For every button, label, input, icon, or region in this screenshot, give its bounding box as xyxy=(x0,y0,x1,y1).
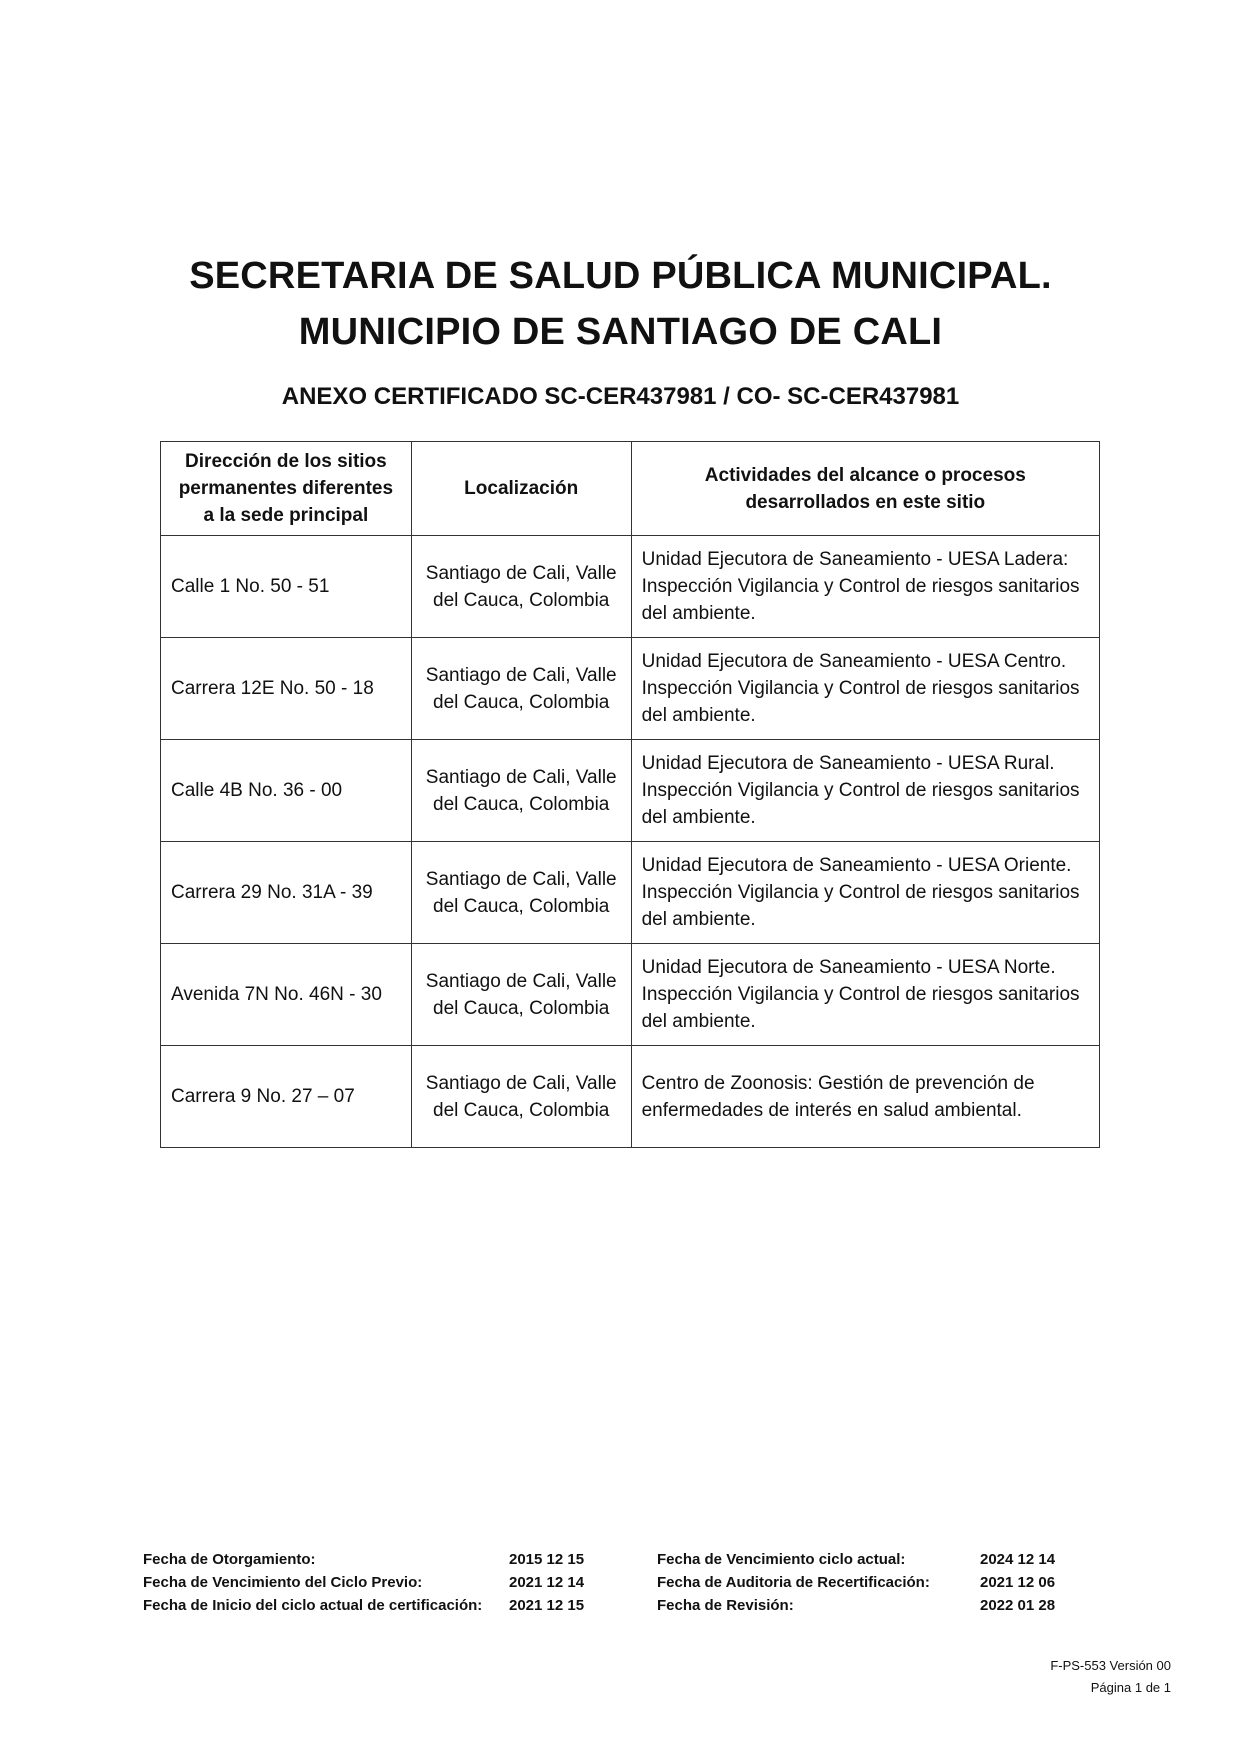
date-label: Fecha de Revisión: xyxy=(657,1597,794,1614)
cell-location: Santiago de Cali, Valle del Cauca, Colombia xyxy=(411,638,631,740)
date-label: Fecha de Inicio del ciclo actual de certificación: xyxy=(143,1597,483,1614)
footer-row xyxy=(143,1571,584,1594)
cell-activities: Unidad Ejecutora de Saneamiento - UESA Ladera: Inspección Vigilancia y Control de riesgos sanitarios del ambiente. xyxy=(631,536,1099,638)
date-label: Fecha de Otorgamiento: xyxy=(143,1551,316,1568)
cell-activities: Centro de Zoonosis: Gestión de prevención de enfermedades de interés en salud ambiental. xyxy=(631,1046,1099,1148)
header-location: Localización xyxy=(411,442,631,536)
cell-address: Carrera 9 No. 27 – 07 xyxy=(161,1046,412,1148)
page-number: Página 1 de 1 xyxy=(1090,1680,1171,1695)
table-row xyxy=(161,842,1100,944)
sites-table xyxy=(160,441,1100,1148)
date-label: Fecha de Vencimiento ciclo actual: xyxy=(657,1551,906,1568)
footer-dates-left xyxy=(143,1548,584,1617)
certificate-annex-subtitle: ANEXO CERTIFICADO SC-CER437981 / CO- SC-CER437981 xyxy=(281,383,960,410)
date-value: 2022 01 28 xyxy=(980,1597,1056,1614)
document-title-line1: SECRETARIA DE SALUD PÚBLICA MUNICIPAL. xyxy=(189,255,1052,297)
footer-row xyxy=(143,1594,584,1617)
date-label: Fecha de Vencimiento del Ciclo Previo: xyxy=(143,1574,423,1591)
table-row xyxy=(161,536,1100,638)
date-value: 2015 12 15 xyxy=(509,1551,585,1568)
cell-activities: Unidad Ejecutora de Saneamiento - UESA Oriente. Inspección Vigilancia y Control de riesgos sanitarios del ambiente. xyxy=(631,842,1099,944)
cell-location: Santiago de Cali, Valle del Cauca, Colombia xyxy=(411,842,631,944)
footer-row xyxy=(657,1548,1055,1571)
cell-activities: Unidad Ejecutora de Saneamiento - UESA Rural. Inspección Vigilancia y Control de riesgos sanitarios del ambiente. xyxy=(631,740,1099,842)
date-value: 2021 12 15 xyxy=(509,1597,585,1614)
header-address: Dirección de los sitios permanentes diferentes a la sede principal xyxy=(161,442,412,536)
table-row xyxy=(161,740,1100,842)
cell-location: Santiago de Cali, Valle del Cauca, Colombia xyxy=(411,536,631,638)
footer-row xyxy=(657,1571,1055,1594)
cell-activities: Unidad Ejecutora de Saneamiento - UESA Centro. Inspección Vigilancia y Control de riesgos sanitarios del ambiente. xyxy=(631,638,1099,740)
date-value: 2021 12 06 xyxy=(980,1574,1056,1591)
cell-location: Santiago de Cali, Valle del Cauca, Colombia xyxy=(411,1046,631,1148)
cell-location: Santiago de Cali, Valle del Cauca, Colombia xyxy=(411,944,631,1046)
date-label: Fecha de Auditoria de Recertificación: xyxy=(657,1574,930,1591)
header-activities: Actividades del alcance o procesos desarrollados en este sitio xyxy=(631,442,1099,536)
cell-address: Calle 1 No. 50 - 51 xyxy=(161,536,412,638)
form-identifier xyxy=(1050,1655,1171,1699)
footer-row xyxy=(143,1548,584,1571)
cell-address: Carrera 12E No. 50 - 18 xyxy=(161,638,412,740)
date-value: 2024 12 14 xyxy=(980,1551,1056,1568)
cell-address: Carrera 29 No. 31A - 39 xyxy=(161,842,412,944)
cell-address: Calle 4B No. 36 - 00 xyxy=(161,740,412,842)
table-row xyxy=(161,1046,1100,1148)
footer-dates-right xyxy=(657,1548,1055,1617)
table-row xyxy=(161,944,1100,1046)
document-title-line2: MUNICIPIO DE SANTIAGO DE CALI xyxy=(298,311,943,353)
footer-row xyxy=(657,1594,1055,1617)
table-header-row xyxy=(161,442,1100,536)
table-row xyxy=(161,638,1100,740)
form-version: F-PS-553 Versión 00 xyxy=(1050,1658,1171,1673)
date-value: 2021 12 14 xyxy=(509,1574,585,1591)
cell-activities: Unidad Ejecutora de Saneamiento - UESA Norte. Inspección Vigilancia y Control de riesgos sanitarios del ambiente. xyxy=(631,944,1099,1046)
cell-location: Santiago de Cali, Valle del Cauca, Colombia xyxy=(411,740,631,842)
cell-address: Avenida 7N No. 46N - 30 xyxy=(161,944,412,1046)
